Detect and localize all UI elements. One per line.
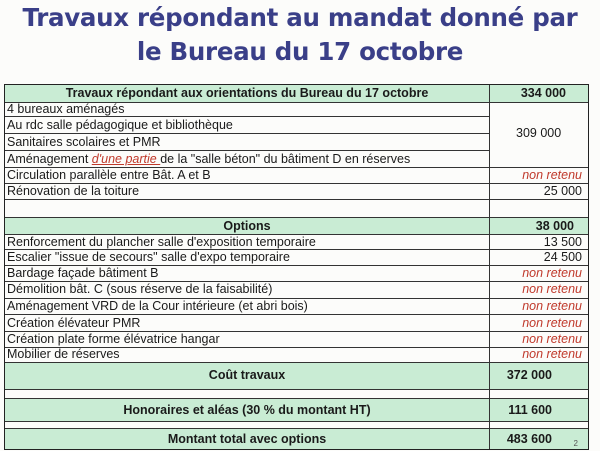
page-number: 2 bbox=[573, 439, 578, 448]
option-row bbox=[5, 265, 588, 281]
group-item-label: Au rdc salle pédagogique et bibliothèque bbox=[7, 118, 233, 132]
orientations-header-row bbox=[5, 85, 588, 102]
montant-total-row bbox=[5, 428, 588, 449]
blank-separator bbox=[5, 389, 588, 398]
option-value: non retenu bbox=[522, 332, 582, 346]
option-value: non retenu bbox=[522, 347, 582, 361]
option-label: Bardage façade bâtiment B bbox=[7, 266, 159, 280]
options-total: 38 000 bbox=[535, 219, 574, 233]
option-row bbox=[5, 249, 588, 265]
options-header-label: Options bbox=[223, 219, 271, 233]
orientations-total: 334 000 bbox=[520, 86, 566, 100]
title-line-1: Travaux répondant au mandat donné par bbox=[22, 3, 578, 32]
amenagement-label bbox=[7, 152, 410, 166]
option-label: Création élévateur PMR bbox=[7, 316, 141, 330]
honoraires-row bbox=[5, 398, 588, 421]
title-line-2: le Bureau du 17 octobre bbox=[136, 37, 464, 66]
group-value-cell bbox=[490, 103, 588, 166]
option-row bbox=[5, 331, 588, 347]
option-label: Démolition bât. C (sous réserve de la faisabilité) bbox=[7, 282, 273, 296]
options-header-row bbox=[5, 217, 588, 234]
cout-travaux-value: 372 000 bbox=[506, 368, 552, 382]
montant-total-value: 483 600 bbox=[506, 432, 552, 446]
group-item-label: Sanitaires scolaires et PMR bbox=[7, 135, 161, 149]
budget-table bbox=[4, 84, 589, 450]
montant-total-label: Montant total avec options bbox=[167, 432, 327, 446]
option-value: 13 500 bbox=[543, 235, 582, 249]
option-label: Création plate forme élévatrice hangar bbox=[7, 332, 220, 346]
option-value: non retenu bbox=[522, 282, 582, 296]
option-label: Mobilier de réserves bbox=[7, 347, 120, 361]
option-label: Renforcement du plancher salle d'exposition temporaire bbox=[7, 235, 316, 249]
option-value: non retenu bbox=[522, 266, 582, 280]
option-value: non retenu bbox=[522, 299, 582, 313]
option-row bbox=[5, 298, 588, 314]
cout-travaux-row bbox=[5, 362, 588, 389]
blank-separator bbox=[5, 421, 588, 428]
option-row bbox=[5, 281, 588, 298]
option-value: 24 500 bbox=[543, 250, 582, 264]
column-divider bbox=[489, 85, 490, 449]
honoraires-label: Honoraires et aléas (30 % du montant HT) bbox=[123, 403, 371, 417]
toiture-value: 25 000 bbox=[543, 184, 582, 198]
option-row bbox=[5, 314, 588, 331]
honoraires-value: 111 600 bbox=[508, 403, 552, 417]
amenagement-prefix: Aménagement bbox=[7, 152, 92, 166]
option-row bbox=[5, 347, 588, 362]
option-label: Aménagement VRD de la Cour intérieure (et abri bois) bbox=[7, 299, 308, 313]
circulation-label: Circulation parallèle entre Bât. A et B bbox=[7, 168, 211, 182]
option-row bbox=[5, 234, 588, 249]
option-label: Escalier "issue de secours" salle d'expo temporaire bbox=[7, 250, 290, 264]
blank-separator bbox=[5, 199, 588, 217]
option-value: non retenu bbox=[522, 316, 582, 330]
group-value: 309 000 bbox=[516, 126, 562, 140]
toiture-label: Rénovation de la toiture bbox=[7, 184, 140, 198]
cout-travaux-label: Coût travaux bbox=[208, 368, 286, 382]
circulation-row bbox=[5, 167, 588, 183]
circulation-value: non retenu bbox=[522, 168, 582, 182]
orientations-header-label: Travaux répondant aux orientations du Bureau du 17 octobre bbox=[65, 86, 429, 100]
amenagement-italic: d'une partie bbox=[91, 152, 161, 166]
amenagement-suffix: de la "salle béton" du bâtiment D en réserves bbox=[160, 152, 411, 166]
toiture-row bbox=[5, 183, 588, 199]
group-item-label: 4 bureaux aménagés bbox=[7, 102, 125, 116]
